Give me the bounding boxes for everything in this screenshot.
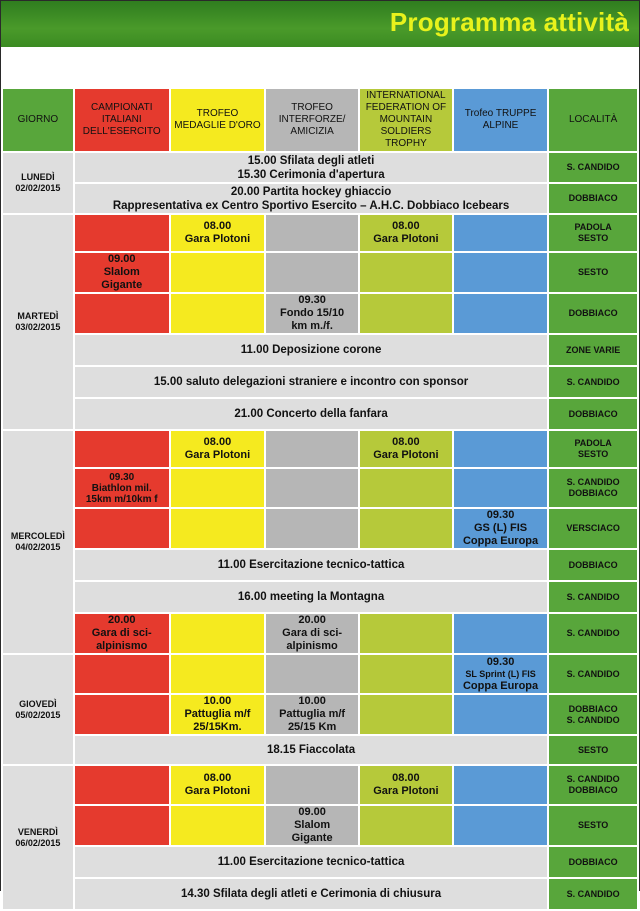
header-localita: LOCALITÀ: [548, 88, 638, 152]
day-cell-lunedi: [2, 152, 74, 214]
table-row: [2, 366, 638, 398]
event-cell: 11.00 Esercitazione tecnico-tattica: [74, 549, 548, 581]
empty-cell: [74, 694, 170, 735]
table-row: [2, 183, 638, 214]
table-row: [2, 468, 638, 508]
event-cell: 14.30 Sfilata degli atleti e Cerimonia di chiusura: [74, 878, 548, 910]
table-row: [2, 398, 638, 430]
table-row: [2, 214, 638, 252]
empty-cell: [74, 765, 170, 805]
day-name: MERCOLEDÌ: [10, 531, 65, 541]
event-time: 09.30: [486, 655, 515, 668]
table-row: [2, 508, 638, 549]
empty-cell: [453, 214, 548, 252]
day-name: MARTEDÌ: [17, 311, 59, 321]
empty-cell: [170, 654, 266, 694]
event-cell: 16.00 meeting la Montagna: [74, 581, 548, 613]
day-cell-martedi: [2, 214, 74, 430]
empty-cell: [359, 508, 453, 549]
table-row: [2, 654, 638, 694]
location-cell: SESTO: [548, 805, 638, 846]
empty-cell: [359, 805, 453, 846]
table-row: [2, 334, 638, 366]
event-title: SL Sprint (L) FIS: [465, 668, 536, 679]
location-cell: S. CANDIDO DOBBIACO: [548, 765, 638, 805]
empty-cell: [74, 430, 170, 468]
table-row: [2, 293, 638, 334]
table-row: [2, 694, 638, 735]
location-cell: S. CANDIDO: [548, 581, 638, 613]
day-date: 04/02/2015: [15, 542, 61, 552]
event-cell: 21.00 Concerto della fanfara: [74, 398, 548, 430]
empty-cell: [453, 430, 548, 468]
empty-cell: [265, 252, 359, 293]
event-cell: 10.00 Pattuglia m/f 25/15 Km: [265, 694, 359, 735]
empty-cell: [359, 293, 453, 334]
location-cell: S. CANDIDO DOBBIACO: [548, 468, 638, 508]
event-cell: 08.00 Gara Plotoni: [170, 214, 266, 252]
location-cell: S. CANDIDO: [548, 152, 638, 183]
empty-cell: [265, 765, 359, 805]
location-cell: DOBBIACO: [548, 183, 638, 214]
location-cell: SESTO: [548, 252, 638, 293]
table-row: [2, 549, 638, 581]
location-cell: S. CANDIDO: [548, 366, 638, 398]
table-row: [2, 252, 638, 293]
empty-cell: [74, 508, 170, 549]
empty-cell: [453, 293, 548, 334]
empty-cell: [170, 252, 266, 293]
day-date: 06/02/2015: [15, 837, 61, 848]
table-row: [2, 846, 638, 878]
empty-cell: [265, 430, 359, 468]
table-row: [2, 765, 638, 805]
header-giorno: GIORNO: [2, 88, 74, 152]
event-cell: 09.00 Slalom Gigante: [74, 252, 170, 293]
empty-cell: [170, 508, 266, 549]
event-cell: 08.00 Gara Plotoni: [170, 430, 266, 468]
event-cell: 18.15 Fiaccolata: [74, 735, 548, 765]
location-cell: S. CANDIDO: [548, 613, 638, 654]
event-cell: 15.00 saluto delegazioni straniere e incontro con sponsor: [74, 366, 548, 398]
event-cell: 08.00 Gara Plotoni: [359, 765, 453, 805]
location-cell: DOBBIACO S. CANDIDO: [548, 694, 638, 735]
header-ifms: INTERNATIONAL FEDERATION OF MOUNTAIN SOLDIERS TROPHY: [359, 88, 453, 152]
empty-cell: [453, 765, 548, 805]
empty-cell: [170, 293, 266, 334]
event-cell: 15.00 Sfilata degli atleti 15.30 Cerimonia d'apertura: [74, 152, 548, 183]
location-cell: S. CANDIDO: [548, 878, 638, 910]
event-cell: 10.00 Pattuglia m/f 25/15Km.: [170, 694, 266, 735]
table-row: [2, 878, 638, 910]
table-row: [2, 613, 638, 654]
event-cell: 09.30 Fondo 15/10 km m./f.: [265, 293, 359, 334]
day-cell-venerdi: [2, 765, 74, 910]
day-name: GIOVEDÌ: [19, 698, 57, 709]
empty-cell: [265, 654, 359, 694]
day-cell-mercoledi: [2, 430, 74, 654]
empty-cell: [170, 805, 266, 846]
blank-band: [1, 47, 639, 87]
event-cell: 09.00 Slalom Gigante: [265, 805, 359, 846]
header-medaglie: TROFEO MEDAGLIE D'ORO: [170, 88, 266, 152]
empty-cell: [170, 613, 266, 654]
empty-cell: [74, 654, 170, 694]
location-cell: DOBBIACO: [548, 293, 638, 334]
empty-cell: [74, 805, 170, 846]
header-campionati: CAMPIONATI ITALIANI DELL'ESERCITO: [74, 88, 170, 152]
empty-cell: [453, 252, 548, 293]
empty-cell: [359, 252, 453, 293]
event-cell: 09.30 Biathlon mil. 15km m/10km f: [74, 468, 170, 508]
empty-cell: [453, 805, 548, 846]
header-truppe-alpine: Trofeo TRUPPE ALPINE: [453, 88, 548, 152]
location-cell: ZONE VARIE: [548, 334, 638, 366]
title-banner: [1, 1, 639, 47]
empty-cell: [265, 468, 359, 508]
event-cell: 20.00 Gara di sci- alpinismo: [74, 613, 170, 654]
empty-cell: [74, 214, 170, 252]
event-cell: 09.30 GS (L) FIS Coppa Europa: [453, 508, 548, 549]
event-cell: 20.00 Gara di sci- alpinismo: [265, 613, 359, 654]
location-cell: SESTO: [548, 735, 638, 765]
empty-cell: [359, 613, 453, 654]
table-row: [2, 581, 638, 613]
day-name: VENERDÌ: [17, 826, 58, 837]
table-row: [2, 805, 638, 846]
schedule-table: [1, 87, 639, 911]
day-date: 05/02/2015: [15, 709, 61, 720]
location-cell: DOBBIACO: [548, 398, 638, 430]
header-row: [2, 88, 638, 152]
day-name: LUNEDÌ: [21, 172, 55, 182]
empty-cell: [74, 293, 170, 334]
header-interforze: TROFEO INTERFORZE/ AMICIZIA: [265, 88, 359, 152]
empty-cell: [453, 694, 548, 735]
empty-cell: [359, 468, 453, 508]
event-subtitle: Coppa Europa: [462, 679, 539, 692]
location-cell: DOBBIACO: [548, 846, 638, 878]
location-cell: S. CANDIDO: [548, 654, 638, 694]
location-cell: DOBBIACO: [548, 549, 638, 581]
location-cell: VERSCIACO: [548, 508, 638, 549]
empty-cell: [359, 694, 453, 735]
empty-cell: [359, 654, 453, 694]
event-cell: 08.00 Gara Plotoni: [170, 765, 266, 805]
empty-cell: [453, 468, 548, 508]
event-cell: 08.00 Gara Plotoni: [359, 214, 453, 252]
event-cell: 11.00 Deposizione corone: [74, 334, 548, 366]
empty-cell: [170, 468, 266, 508]
empty-cell: [265, 508, 359, 549]
table-row: [2, 735, 638, 765]
day-cell-giovedi: [2, 654, 74, 765]
empty-cell: [453, 613, 548, 654]
page-title: Programma attività: [389, 7, 629, 37]
event-cell: [453, 654, 548, 694]
event-cell: 11.00 Esercitazione tecnico-tattica: [74, 846, 548, 878]
day-date: 02/02/2015: [15, 183, 61, 193]
empty-cell: [265, 214, 359, 252]
table-row: [2, 152, 638, 183]
location-cell: PADOLA SESTO: [548, 430, 638, 468]
table-row: [2, 430, 638, 468]
location-cell: PADOLA SESTO: [548, 214, 638, 252]
event-cell: 08.00 Gara Plotoni: [359, 430, 453, 468]
event-cell: 20.00 Partita hockey ghiaccio Rappresentativa ex Centro Sportivo Esercito – A.H.C. Dobbiaco Icebears: [74, 183, 548, 214]
day-date: 03/02/2015: [15, 322, 61, 332]
